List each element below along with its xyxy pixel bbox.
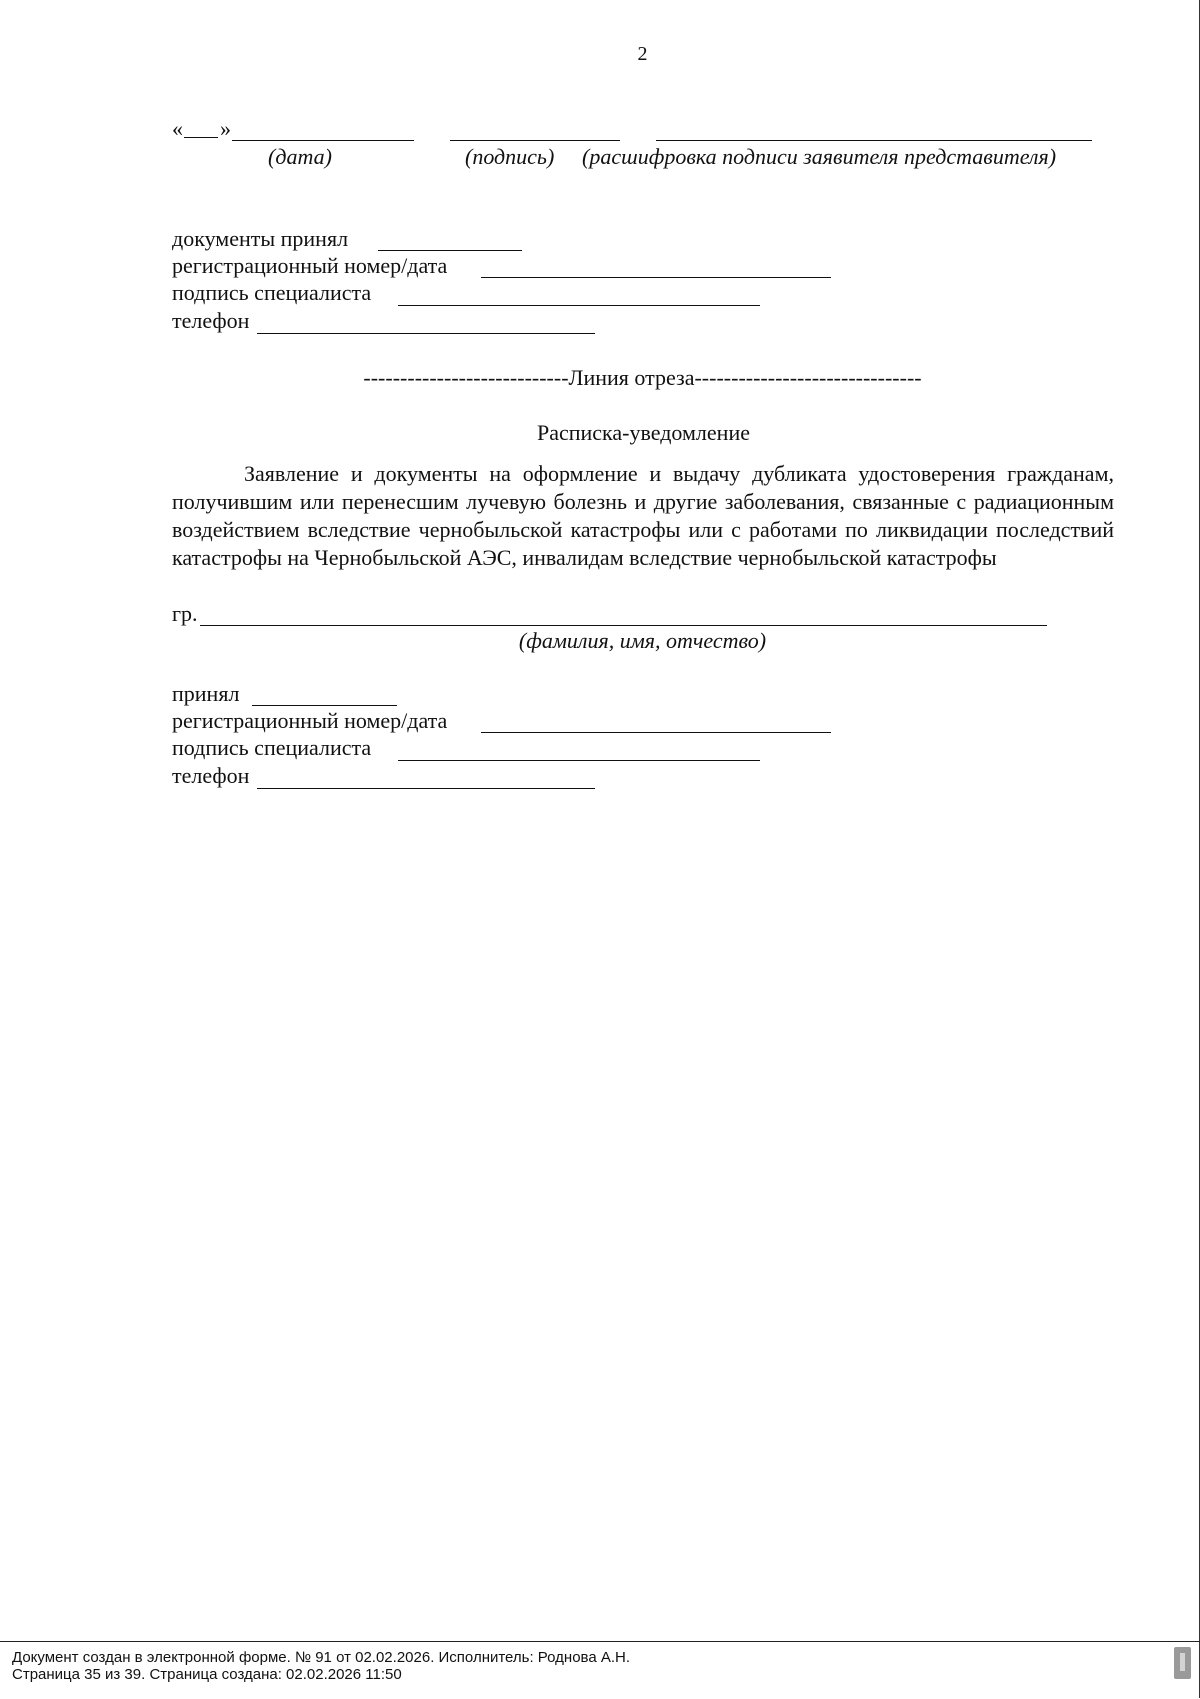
signature-caption: (подпись) (465, 144, 555, 169)
documents-accepted-line (378, 250, 522, 251)
document-footer (0, 1641, 1200, 1699)
citizen-label: гр. (172, 601, 198, 626)
registration-number-label-2: регистрационный номер/дата (172, 708, 448, 733)
phone-line-2 (257, 788, 595, 789)
receipt-body (172, 460, 1114, 572)
citizen-caption: (фамилия, имя, отчество) (518, 628, 767, 653)
specialist-signature-label: подпись специалиста (172, 280, 372, 305)
day-field-line (184, 137, 218, 138)
accepted-line (252, 705, 397, 706)
phone-label-2: телефон (172, 763, 250, 788)
date-caption: (дата) (268, 144, 332, 169)
citizen-name-line (200, 625, 1047, 626)
page-number: 2 (637, 43, 648, 65)
phone-label: телефон (172, 308, 250, 333)
date-close-quote: » (220, 116, 231, 141)
registration-number-line-2 (481, 732, 831, 733)
documents-accepted-label: документы принял (172, 226, 349, 251)
registration-number-line (481, 277, 831, 278)
receipt-title: Расписка-уведомление (536, 420, 750, 445)
accepted-label: принял (172, 681, 240, 706)
date-field-line (232, 140, 414, 141)
date-open-quote: « (172, 116, 183, 141)
cut-line: ----------------------------Линия отреза------------------------------- (363, 365, 922, 390)
specialist-signature-line (398, 305, 760, 306)
registration-number-label: регистрационный номер/дата (172, 253, 448, 278)
footer-line-1: Документ создан в электронной форме. № 91 от 02.02.2026. Исполнитель: Роднова А.Н. (12, 1649, 631, 1666)
receipt-body-text: Заявление и документы на оформление и выдачу дубликата удостоверения гражданам, получившим или перенесшим лучевую болезнь и другие заболевания, связанные с радиационным воздействием вследствие чернобыльской катастрофы или с работами по ликвидации последствий катастрофы на Чернобыльской АЭС, инвалидам вследствие чернобыльской катастрофы (172, 461, 1114, 570)
specialist-signature-line-2 (398, 760, 760, 761)
emblem-icon (1174, 1647, 1191, 1679)
decryption-field-line (656, 140, 1092, 141)
specialist-signature-label-2: подпись специалиста (172, 735, 372, 760)
footer-line-2: Страница 35 из 39. Страница создана: 02.02.2026 11:50 (12, 1666, 402, 1683)
decryption-caption: (расшифровка подписи заявителя представителя) (582, 144, 1057, 169)
phone-line (257, 333, 595, 334)
signature-field-line (450, 140, 620, 141)
